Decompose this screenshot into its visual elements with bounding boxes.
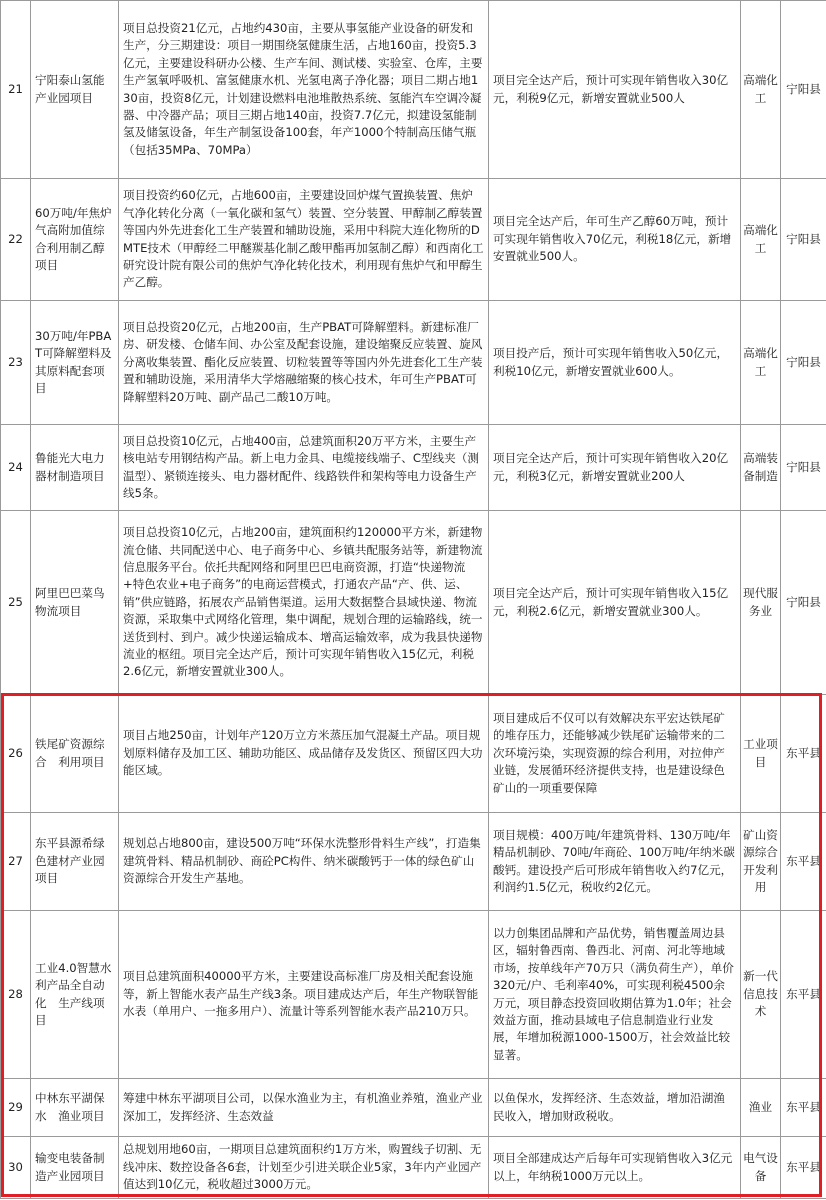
project-benefit: 项目全部建成达产后每年可实现销售收入3亿元以上，年纳税1000万元以上。 <box>489 1137 741 1199</box>
project-benefit: 项目建成后不仅可以有效解决东平宏达铁尾矿的堆存压力，还能够减少铁尾矿运输带来的二次环境污染，实现资源的综合利用，对拉伸产业链，发展循环经济提供支持，也是建设绿色矿山的一项重要保障 <box>489 695 741 813</box>
table-row <box>1 511 826 695</box>
project-benefit: 以鱼保水，发挥经济、生态效益，增加沿湖渔民收入，增加财政税收。 <box>489 1079 741 1137</box>
county: 东平县 <box>781 1137 826 1199</box>
project-content: 项目总投资20亿元，占地200亩，生产PBAT可降解塑料。新建标准厂房、研发楼、仓储车间、办公室及配套设施，建设缩聚反应装置、旋风分离收集装置、酯化反应装置、切粒装置等等国内外先进套化工生产装置和辅助设施，采用清华大学熔融缩聚的核心技术，年可生产PBAT可降解塑料20万吨、副产品己二酸10万吨。 <box>119 301 489 425</box>
row-number: 27 <box>1 813 31 911</box>
table-row <box>1 1 826 179</box>
county: 东平县 <box>781 695 826 813</box>
table-row <box>1 301 826 425</box>
row-number: 24 <box>1 425 31 511</box>
project-name: 中林东平湖保水 渔业项目 <box>31 1079 119 1137</box>
county: 东平县 <box>781 813 826 911</box>
row-number: 30 <box>1 1137 31 1199</box>
project-content: 项目总投资21亿元，占地约430亩，主要从事氢能产业设备的研发和生产，分三期建设：项目一期围绕氢健康生活，占地160亩，投资5.3亿元，主要建设科研办公楼、生产车间、测试楼、实验室、仓库，主要生产氢氧呼吸机、富氢健康水机、光氢电离子净化器；项目二期占地130亩，投资8亿元，计划建设燃料电池堆散热系统、氢能汽车空调冷凝器、中冷器产品；项目三期占地140亩，投资7.7亿元，拟建设氢能制氢及储氢设备，年生产制氢设备100套，年产1000个特制高压储气瓶（包括35MPa、70MPa） <box>119 1 489 179</box>
project-content: 项目总建筑面积40000平方米，主要建设高标准厂房及相关配套设施等，新上智能水表产品生产线3条。项目建成达产后，年生产物联智能水表（单用户、一拖多用户）、流量计等系列智能水表产品210万只。 <box>119 911 489 1079</box>
county: 宁阳县 <box>781 301 826 425</box>
project-content: 筹建中林东平湖项目公司，以保水渔业为主，有机渔业养殖，渔业产业深加工，发挥经济、生态效益 <box>119 1079 489 1137</box>
row-number: 26 <box>1 695 31 813</box>
project-benefit: 项目投产后，预计可实现年销售收入50亿元，利税10亿元，新增安置就业600人。 <box>489 301 741 425</box>
project-name: 输变电装备制造产业园项目 <box>31 1137 119 1199</box>
industry-category: 电气设备 <box>741 1137 781 1199</box>
row-number: 25 <box>1 511 31 695</box>
industry-category: 渔业 <box>741 1079 781 1137</box>
project-content: 项目总投资10亿元，占地400亩，总建筑面积20万平方米，主要生产核电站专用钢结构产品。新上电力金具、电缆接线端子、C型线夹（测温型）、紧锁连接头、电力器材配件、线路铁件和架构等电力设备生产线5条。 <box>119 425 489 511</box>
project-name: 60万吨/年焦炉气高附加值综合利用制乙醇项目 <box>31 179 119 301</box>
row-number: 29 <box>1 1079 31 1137</box>
row-number: 21 <box>1 1 31 179</box>
project-benefit: 项目规模：400万吨/年建筑骨料、130万吨/年精品机制砂、70吨/年商砼、100万吨/年纳米碳酸钙。建设投产后可形成年销售收入约7亿元，利润约1.5亿元，税收约2亿元。 <box>489 813 741 911</box>
table-row <box>1 179 826 301</box>
industry-category: 现代服务业 <box>741 511 781 695</box>
industry-category: 新一代信息技术 <box>741 911 781 1079</box>
table-row <box>1 695 826 813</box>
project-benefit: 以力创集团品牌和产品优势，销售覆盖周边县区，辐射鲁西南、鲁西北、河南、河北等地域市场，按单线年产70万只（满负荷生产），单价320元/户、毛利率40%，可实现利税4500余万元，项目静态投资回收期估算为1.0年；社会效益方面，推动县域电子信息制造业行业发展，年增加税源1000-1500万，社会效益比较显著。 <box>489 911 741 1079</box>
table-row <box>1 813 826 911</box>
project-name: 铁尾矿资源综合 利用项目 <box>31 695 119 813</box>
project-benefit: 项目完全达产后，预计可实现年销售收入20亿元，利税3亿元，新增安置就业200人 <box>489 425 741 511</box>
county: 东平县 <box>781 911 826 1079</box>
project-content: 项目总投资10亿元，占地200亩，建筑面积约120000平方米，新建物流仓储、共同配送中心、电子商务中心、乡镇共配服务站等，新建物流信息服务平台。依托共配网络和阿里巴巴电商资源，打造“快递物流+特色农业+电子商务”的电商运营模式，打通农产品“产、供、运、销”供应链路，拓展农产品销售渠道。运用大数据整合县域快递、物流资源，采取集中式网络化管理，集中调配，规划合理的运输路线，统一送货到村、到户。减少快递运输成本、增高运输效率，成为我县快递物流业的枢纽。项目完全达产后，预计可实现年销售收入15亿元，利税2.6亿元，新增安置就业300人。 <box>119 511 489 695</box>
industry-category: 工业项目 <box>741 695 781 813</box>
row-number: 22 <box>1 179 31 301</box>
project-name: 阿里巴巴菜鸟物流项目 <box>31 511 119 695</box>
project-content: 规划总占地800亩，建设500万吨“环保水洗整形骨料生产线”，打造集建筑骨料、精品机制砂、商砼PC构件、纳米碳酸钙于一体的绿色矿山资源综合开发生产基地。 <box>119 813 489 911</box>
project-content: 项目投资约60亿元，占地600亩，主要建设回炉煤气置换装置、焦炉气净化转化分离（一氧化碳和氢气）装置、空分装置、甲醇制乙醇装置等国内外先进套化工生产装置和辅助设施，采用中科院大连化物所的DMTE技术（甲醇经二甲醚羰基化制乙酸甲酯再加氢制乙醇）和西南化工研究设计院有限公司的焦炉气净化转化技术，利用现有焦炉气和甲醇生产乙醇。 <box>119 179 489 301</box>
project-name: 宁阳泰山氢能产业园项目 <box>31 1 119 179</box>
project-name: 东平县源希绿色建材产业园项目 <box>31 813 119 911</box>
project-name: 工业4.0智慧水利产品全自动化 生产线项目 <box>31 911 119 1079</box>
project-benefit: 项目完全达产后，预计可实现年销售收入30亿元，利税9亿元，新增安置就业500人 <box>489 1 741 179</box>
project-content: 项目占地250亩，计划年产120万立方米蒸压加气混凝土产品。项目规划原料储存及加工区、辅助功能区、成品储存及发货区、预留区四大功能区域。 <box>119 695 489 813</box>
project-name: 30万吨/年PBAT可降解塑料及其原料配套项目 <box>31 301 119 425</box>
project-benefit: 项目完全达产后，预计可实现年销售收入15亿元，利税2.6亿元，新增安置就业300人。 <box>489 511 741 695</box>
industry-category: 高端化工 <box>741 179 781 301</box>
industry-category: 高端化工 <box>741 301 781 425</box>
county: 东平县 <box>781 1079 826 1137</box>
project-content: 总规划用地60亩，一期项目总建筑面积约1万方米，购置线子切割、无线冲床、数控设备各6套，计划至少引进关联企业5家，3年内产业园产值达到10亿元，税收超过3000万元。 <box>119 1137 489 1199</box>
industry-category: 高端化工 <box>741 1 781 179</box>
industry-category: 矿山资源综合开发利用 <box>741 813 781 911</box>
county: 宁阳县 <box>781 511 826 695</box>
project-name: 鲁能光大电力器材制造项目 <box>31 425 119 511</box>
table-row <box>1 425 826 511</box>
county: 宁阳县 <box>781 179 826 301</box>
table-row <box>1 911 826 1079</box>
row-number: 23 <box>1 301 31 425</box>
table-row <box>1 1079 826 1137</box>
table-row <box>1 1137 826 1199</box>
project-benefit: 项目完全达产后，年可生产乙醇60万吨，预计可实现年销售收入70亿元，利税18亿元，新增安置就业500人。 <box>489 179 741 301</box>
county: 宁阳县 <box>781 1 826 179</box>
county: 宁阳县 <box>781 425 826 511</box>
industry-category: 高端装备制造 <box>741 425 781 511</box>
row-number: 28 <box>1 911 31 1079</box>
